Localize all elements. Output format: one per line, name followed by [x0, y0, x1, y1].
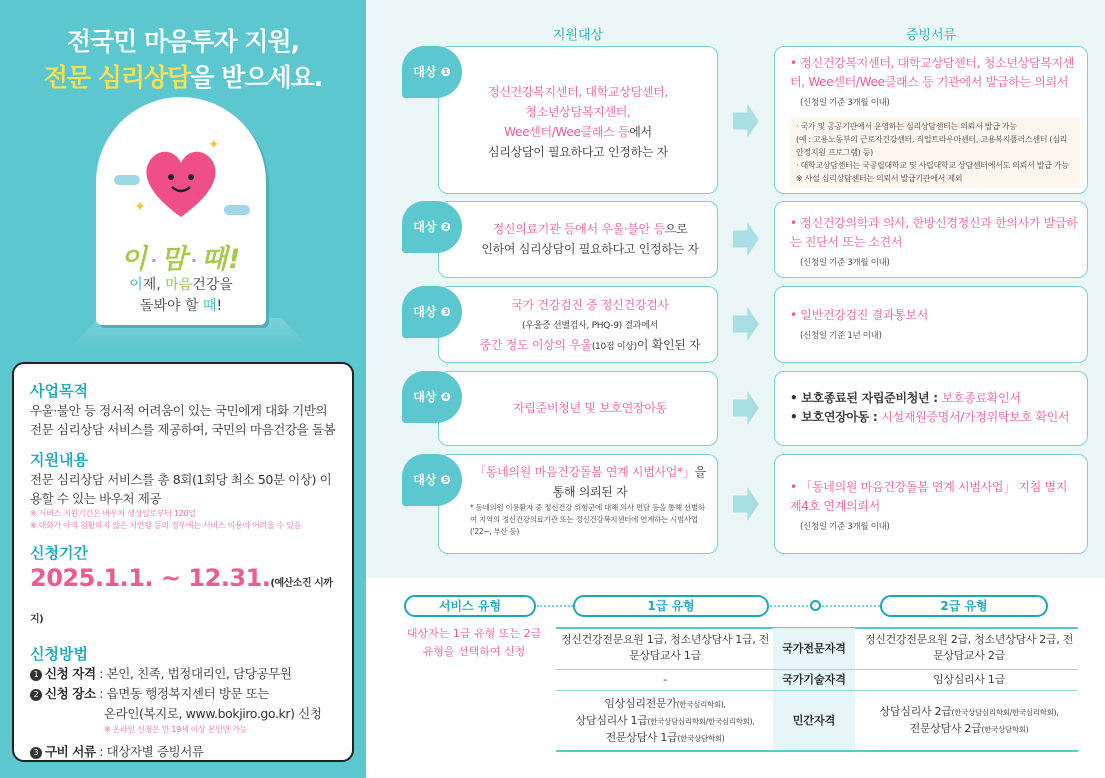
sparkle-icon: ✦	[208, 137, 220, 153]
content-note: ※ 서비스 지원기간은 바우처 생성일로부터 120일	[30, 509, 196, 518]
method-docs: 3 구비 서류 : 대상자별 증빙서류	[30, 742, 336, 762]
purpose-title: 사업목적	[30, 382, 88, 400]
table-cell-g2-row1: 정신건강전문요원 2급, 청소년상담사 2급, 전문상담교사 2급	[864, 633, 1074, 662]
content-title: 지원내용	[30, 451, 88, 469]
left-panel	[0, 0, 366, 778]
content-text: 전문 심리상담 서비스를 총 8회(1회당 최소 50분 이상) 이용할 수 있는 바우처 제공	[30, 472, 332, 506]
doc-subbox: · 국가 및 공공기관에서 운영하는 심리상담센터는 의뢰서 발급 가능 (예 : 고용노동부의 근로자건강센터, 직업트라우마센터, 고용복지플러스센터 (심리안정지원 프로그램) 등) · 대학교상담센터는 국공립대학교 및 사립대학교 상담센터에서도 의뢰서 발급 가능 ※ 사설 심리상담센터는 의뢰서 발급기관에서 제외	[790, 117, 1080, 188]
table-header-private: 민간자격	[773, 691, 855, 750]
target-text-5: 「동네의원 마음건강돌봄 연계 시범사업*」을 통해 의뢰된 자	[474, 465, 706, 499]
target-text-4: 자립준비청년 및 보호연장아동	[513, 401, 667, 415]
sparkle-icon: ✦	[134, 199, 146, 215]
heart-arch	[96, 97, 266, 325]
method-place-note: ※ 온라인 신청은 만 19세 이상 본인만 가능	[104, 725, 248, 734]
table-header-national-tech: 국가기술자격	[773, 670, 855, 690]
target-tag-5: 대상 ❺	[402, 454, 462, 506]
doc-text-1: • 정신건강복지센터, 대학교상담센터, 청소년상담복지센터, Wee센터/Wee클래스 등 기관에서 발급하는 의뢰서 (신청일 기준 3개월 이내) · 국가 및 공공기관에서 운영하는 심리상담센터는 의뢰서 발급 가능 (예 : 고용노동부의 근로자건강센터, 직업트라우마센터, 고용복지플러스센터 (심리안정지원 프로그램) 등) · 대학교상담센터는 국공립대학교 및 사립대학교 상담센터에서도 의뢰서 발급 가능 ※ 사설 심리상담센터는 의뢰서 발급기관에서 제외	[790, 54, 1080, 188]
target-tag-2: 대상 ❷	[402, 201, 462, 253]
table-cell-g1-row1: 정신건강전문요원 1급, 청소년상담사 1급, 전문상담교사 1급	[560, 633, 770, 662]
method-place-online: 온라인(복지로, www.bokjiro.go.kr) 신청	[104, 706, 322, 721]
purpose-text: 우울·불안 등 정서적 어려움이 있는 국민에게 대화 기반의 전문 심리상담 서비스를 제공하여, 국민의 마음건강을 돌봄	[30, 403, 336, 437]
smiling-heart-icon	[136, 137, 226, 227]
content-note: ※ 대화가 아직 원활하지 않은 저연령 등의 경우에는 서비스 이용이 어려울 수 있음	[30, 521, 302, 530]
doc-text-2: • 정신건강의학과 의사, 한방신경정신과 한의사가 발급하는 진단서 또는 소견서 (신청일 기준 3개월 이내)	[790, 216, 1078, 268]
table-cell-g1-row2: -	[663, 673, 667, 686]
target-text-3: 국가 건강검진 중 정신건강검사 (우울증 선별검사, PHQ-9) 결과에서 중간 정도 이상의 우울(10점 이상)이 확인된 자	[479, 298, 701, 352]
column-header-docs: 증빙서류	[905, 28, 957, 43]
method-place: 2 신청 장소 : 읍면동 행정복지센터 방문 또는	[30, 684, 336, 704]
target-note-5: * 동네의원 이용환자 중 정신건강 위험군에 대해 의사 면담 등을 통해 선별하여 지역의 정신건강의료기관 또는 정신건강복지센터에 연계하는 시범사업('22~, 부산 등)	[470, 503, 705, 536]
table-cell-g2-row3: 상담심리사 2급(한국상담심리학회/한국심리학회), 전문상담사 2급(한국상담학회)	[879, 705, 1059, 735]
target-text-2: 정신의료기관 등에서 우울·불안 등으로 인하여 심리상담이 필요하다고 인정하는 자	[481, 222, 699, 256]
period-title: 신청기간	[30, 544, 88, 562]
doc-text-3: • 일반건강검진 결과통보서 (신청일 기준 1년 이내)	[790, 308, 929, 341]
info-box	[12, 362, 354, 762]
cloud-icon	[224, 205, 250, 215]
slogan: 이 · 맘 · 때!	[120, 244, 242, 275]
target-tag-1: 대상 ❶	[402, 46, 462, 98]
connector-dot-icon	[810, 600, 821, 611]
doc-text-4: • 보호종료된 자립준비청년 : 보호종료확인서 • 보호연장아동 : 시설재원증명서/가정위탁보호 확인서	[790, 391, 1070, 424]
method-title: 신청방법	[30, 645, 88, 663]
doc-text-5: • 「동네의원 마음건강돌봄 연계 시범사업」 지침 별지 제4호 연계의뢰서 (신청일 기준 3개월 이내)	[790, 480, 1068, 532]
pill-grade2: 2급 유형	[880, 595, 1048, 617]
headline-line2: 전문 심리상담을 받으세요.	[43, 63, 323, 92]
table-line	[556, 750, 1078, 752]
column-header-target: 지원대상	[552, 28, 604, 43]
method-eligibility: 1 신청 자격 : 본인, 친족, 법정대리인, 담당공무원	[30, 664, 336, 684]
target-tag-4: 대상 ❹	[402, 371, 462, 423]
pill-grade1: 1급 유형	[573, 595, 769, 617]
dotted-connector	[770, 605, 880, 607]
period-date: 2025.1.1. ~ 12.31.(예산소진 시까지)	[30, 564, 333, 625]
headline-line1: 전국민 마음투자 지원,	[66, 27, 300, 56]
target-text-1: 정신건강복지센터, 대학교상담센터, 청소년상담복지센터, Wee센터/Wee클래스 등에서 심리상담이 필요하다고 인정하는 자	[488, 85, 668, 159]
target-tag-3: 대상 ❸	[402, 286, 462, 338]
pill-service-type: 서비스 유형	[404, 595, 536, 617]
table-cell-g2-row2: 임상심리사 1급	[933, 673, 1005, 686]
table-cell-g1-row3: 임상심리전문가(한국심리학회), 상담심리사 1급(한국상담심리학회/한국심리학회), 전문상담사 1급(한국상담학회)	[575, 697, 755, 744]
service-note: 대상자는 1급 유형 또는 2급 유형을 선택하여 신청	[406, 627, 542, 658]
dotted-connector	[537, 605, 573, 607]
table-header-national-pro: 국가전문자격	[773, 628, 855, 669]
slogan-sub: 이제, 마음건강을 돌봐야 할 때!	[129, 277, 233, 314]
